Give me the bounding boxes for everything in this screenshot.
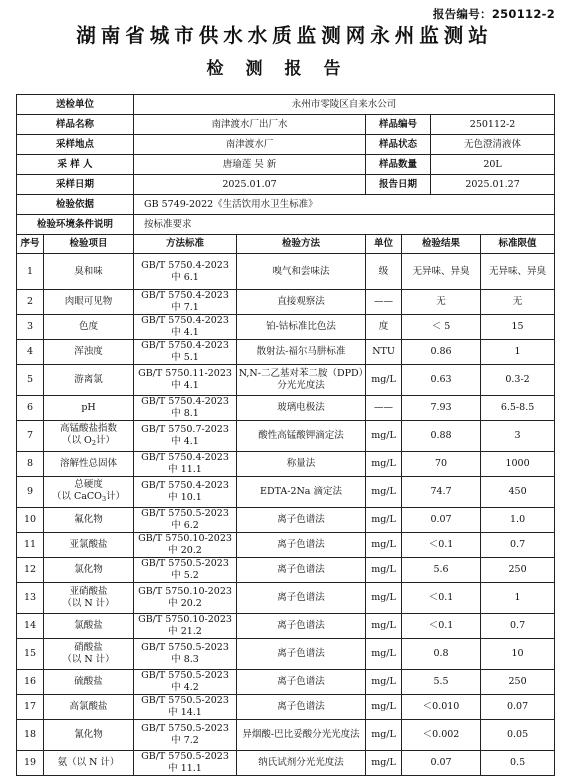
row-limit: 1 [481,340,555,365]
row-item-text: 肉眼可见物 [64,296,113,307]
table-row [17,720,555,751]
basis-value: GB 5749-2022《生活饮用水卫生标准》 [134,195,555,215]
sample-date-label: 采样日期 [17,175,134,195]
row-limit: 10 [481,639,555,670]
row-item-subscript: 2 [91,439,96,447]
row-limit: 0.5 [481,751,555,776]
table-row [17,421,555,452]
row-no: 5 [17,365,44,396]
row-method: 离子色谱法 [237,639,366,670]
row-unit: mg/L [366,533,402,558]
row-method: 离子色谱法 [237,614,366,639]
row-unit: mg/L [366,639,402,670]
row-method: 酸性高锰酸钾滴定法 [237,421,366,452]
row-result: 7.93 [402,396,481,421]
row-std: GB/T 5750.4-2023 中 7.1 [134,290,237,315]
row-std: GB/T 5750.5-2023 中 6.2 [134,508,237,533]
table-row [17,670,555,695]
report-date-label: 报告日期 [366,175,431,195]
client-value: 永州市零陵区自来水公司 [134,95,555,115]
row-std: GB/T 5750.10-2023 中 20.2 [134,533,237,558]
row-item [44,477,134,508]
row-item [44,421,134,452]
row-item [44,396,134,421]
row-result: 0.63 [402,365,481,396]
row-item [44,670,134,695]
row-item-text: 臭和味 [74,265,103,277]
row-item-text: 氯酸盐 [74,620,103,631]
row-std: GB/T 5750.4-2023 中 6.1 [134,254,237,290]
row-no: 9 [17,477,44,508]
state-label: 样品状态 [366,135,431,155]
table-row [17,751,555,776]
row-result: ＜0.1 [402,614,481,639]
row-unit: 级 [366,254,402,290]
table-row [17,340,555,365]
row-result: 0.86 [402,340,481,365]
row-item [44,340,134,365]
row-item [44,365,134,396]
sample-date-value: 2025.01.07 [134,175,366,195]
row-item-text: 硝酸盐 [74,642,103,653]
row-result: 0.07 [402,751,481,776]
row-no: 12 [17,558,44,583]
table-row [17,614,555,639]
row-method: 离子色谱法 [237,508,366,533]
row-method: 嗅气和尝味法 [237,254,366,290]
row-result: 5.5 [402,670,481,695]
quantity-label: 样品数量 [366,155,431,175]
table-row [17,315,555,340]
sample-no-value: 250112-2 [431,115,555,135]
row-item-text: 高锰酸盐指数 [60,423,118,434]
row-result: 70 [402,452,481,477]
row-item [44,558,134,583]
row-method: 离子色谱法 [237,583,366,614]
client-label: 送检单位 [17,95,134,115]
row-method: 称量法 [237,452,366,477]
row-no: 10 [17,508,44,533]
row-limit: 0.3-2 [481,365,555,396]
row-limit: 0.7 [481,614,555,639]
location-label: 采样地点 [17,135,134,155]
sampler-value: 唐瑜莲 吴 新 [134,155,366,175]
row-no: 4 [17,340,44,365]
row-unit: mg/L [366,452,402,477]
row-no: 11 [17,533,44,558]
row-method: 离子色谱法 [237,558,366,583]
report-number-value: 250112-2 [491,7,555,21]
col-header-unit: 单位 [366,235,402,254]
row-std: GB/T 5750.4-2023 中 5.1 [134,340,237,365]
location-value: 南津渡水厂 [134,135,366,155]
row-unit: mg/L [366,614,402,639]
row-no: 3 [17,315,44,340]
row-item [44,720,134,751]
row-limit: 6.5-8.5 [481,396,555,421]
row-std: GB/T 5750.10-2023 中 20.2 [134,583,237,614]
col-header-limit: 标准限值 [481,235,555,254]
report-subtitle: 检测报告 [206,59,363,79]
row-item-line2-end: 计） [106,491,126,502]
row-unit: —— [366,396,402,421]
row-limit: 1 [481,583,555,614]
col-header-std: 方法标准 [134,235,237,254]
row-method: 直接观察法 [237,290,366,315]
row-limit: 250 [481,558,555,583]
row-result: ＜0.1 [402,533,481,558]
row-limit: 3 [481,421,555,452]
row-no: 13 [17,583,44,614]
row-std: GB/T 5750.4-2023 中 11.1 [134,452,237,477]
col-header-result: 检验结果 [402,235,481,254]
row-limit: 0.05 [481,720,555,751]
row-no: 1 [17,254,44,290]
row-item-line2: （以 N 计） [62,598,115,609]
row-unit: mg/L [366,421,402,452]
row-std: GB/T 5750.4-2023 中 10.1 [134,477,237,508]
row-item-text: 色度 [79,321,99,332]
table-row [17,290,555,315]
col-header-method: 检验方法 [237,235,366,254]
row-unit: —— [366,290,402,315]
row-item [44,583,134,614]
row-unit: mg/L [366,365,402,396]
row-result: 无异味、异臭 [402,254,481,290]
row-limit: 无异味、异臭 [481,254,555,290]
row-std: GB/T 5750.7-2023 中 4.1 [134,421,237,452]
row-item-text: 溶解性总固体 [60,458,118,469]
row-item-line2-end: 计） [95,435,115,446]
info-row-dates [17,175,555,195]
row-no: 15 [17,639,44,670]
info-row-env [17,215,555,235]
table-row [17,477,555,508]
row-item [44,290,134,315]
row-std: GB/T 5750.4-2023 中 8.1 [134,396,237,421]
row-std: GB/T 5750.5-2023 中 14.1 [134,695,237,720]
row-limit: 450 [481,477,555,508]
report-number-label: 报告编号： [432,7,492,21]
row-item [44,639,134,670]
row-item-text: 游离氯 [74,374,103,385]
row-method: 离子色谱法 [237,695,366,720]
row-std: GB/T 5750.11-2023 中 4.1 [134,365,237,396]
sample-name-value: 南津渡水厂出厂水 [134,115,366,135]
env-value: 按标准要求 [134,215,555,235]
row-no: 18 [17,720,44,751]
row-no: 17 [17,695,44,720]
row-result: 74.7 [402,477,481,508]
table-row [17,583,555,614]
col-header-no: 序号 [17,235,44,254]
row-method: 离子色谱法 [237,533,366,558]
sampler-label: 采 样 人 [17,155,134,175]
quantity-value: 20L [431,155,555,175]
row-result: 5.6 [402,558,481,583]
row-result: 0.07 [402,508,481,533]
row-item-line2: （以 O [62,435,92,446]
row-unit: mg/L [366,508,402,533]
table-row [17,452,555,477]
row-item-text: 浑浊度 [74,346,103,357]
row-unit: mg/L [366,583,402,614]
row-no: 7 [17,421,44,452]
row-method: 散射法-福尔马肼标准 [237,340,366,365]
row-item-text: 亚硝酸盐 [69,586,108,597]
row-limit: 0.7 [481,533,555,558]
row-item [44,614,134,639]
row-item-text: 氯化物 [74,564,103,575]
row-result: ＜0.1 [402,583,481,614]
row-item [44,452,134,477]
report-date-value: 2025.01.27 [431,175,555,195]
row-item-text: 硫酸盐 [74,676,103,687]
row-result: 0.8 [402,639,481,670]
basis-label: 检验依据 [17,195,134,215]
table-row [17,365,555,396]
sample-no-label: 样品编号 [366,115,431,135]
row-unit: 度 [366,315,402,340]
row-unit: mg/L [366,670,402,695]
row-result: ＜ 5 [402,315,481,340]
row-unit: mg/L [366,751,402,776]
row-item [44,315,134,340]
row-item [44,533,134,558]
row-method: N,N-二乙基对苯二胺（DPD）分光光度法 [237,365,366,396]
report-title: 湖南省城市供水水质监测网永州监测站 [76,24,493,47]
info-row-sample [17,115,555,135]
row-no: 19 [17,751,44,776]
row-no: 8 [17,452,44,477]
row-item-line2: （以 N 计） [62,654,115,665]
row-item [44,695,134,720]
row-std: GB/T 5750.5-2023 中 8.3 [134,639,237,670]
row-item-text: 总硬度 [74,479,103,490]
row-item-text: 氰化物 [74,729,103,740]
row-std: GB/T 5750.5-2023 中 5.2 [134,558,237,583]
row-result: ＜0.010 [402,695,481,720]
env-label: 检验环境条件说明 [17,215,134,235]
row-method: 异烟酸-巴比妥酸分光光度法 [237,720,366,751]
row-item-text: pH [81,402,96,413]
table-row [17,639,555,670]
row-limit: 1000 [481,452,555,477]
row-std: GB/T 5750.10-2023 中 21.2 [134,614,237,639]
report-table [16,94,555,776]
row-method: EDTA-2Na 滴定法 [237,477,366,508]
row-std: GB/T 5750.5-2023 中 4.2 [134,670,237,695]
column-header-row [17,235,555,254]
row-item-subscript: 3 [101,495,107,503]
state-value: 无色澄清液体 [431,135,555,155]
table-row [17,396,555,421]
info-row-basis [17,195,555,215]
row-result: 无 [402,290,481,315]
row-method: 玻璃电极法 [237,396,366,421]
row-item [44,254,134,290]
row-item-text: 氨（以 N 计） [57,757,120,768]
col-header-item: 检验项目 [44,235,134,254]
info-row-sampler [17,155,555,175]
row-item [44,508,134,533]
row-limit: 15 [481,315,555,340]
row-std: GB/T 5750.5-2023 中 7.2 [134,720,237,751]
row-result: 0.88 [402,421,481,452]
row-unit: mg/L [366,720,402,751]
table-row [17,533,555,558]
row-limit: 250 [481,670,555,695]
row-unit: NTU [366,340,402,365]
info-row-location [17,135,555,155]
table-row [17,695,555,720]
row-item-text: 高氯酸盐 [69,701,108,712]
sample-name-label: 样品名称 [17,115,134,135]
row-limit: 1.0 [481,508,555,533]
row-no: 16 [17,670,44,695]
row-std: GB/T 5750.5-2023 中 11.1 [134,751,237,776]
row-unit: mg/L [366,558,402,583]
info-row-client [17,95,555,115]
row-method: 纳氏试剂分光光度法 [237,751,366,776]
row-item-line2: （以 CaCO [51,491,102,502]
table-row [17,558,555,583]
row-unit: mg/L [366,695,402,720]
row-no: 6 [17,396,44,421]
row-method: 离子色谱法 [237,670,366,695]
row-no: 14 [17,614,44,639]
row-item [44,751,134,776]
table-row [17,508,555,533]
row-result: ＜0.002 [402,720,481,751]
row-limit: 0.07 [481,695,555,720]
row-limit: 无 [481,290,555,315]
row-no: 2 [17,290,44,315]
row-std: GB/T 5750.4-2023 中 4.1 [134,315,237,340]
row-item-text: 氟化物 [74,514,103,525]
row-item-text: 亚氯酸盐 [69,539,108,550]
table-row [17,254,555,290]
row-method: 铂-钴标准比色法 [237,315,366,340]
row-unit: mg/L [366,477,402,508]
